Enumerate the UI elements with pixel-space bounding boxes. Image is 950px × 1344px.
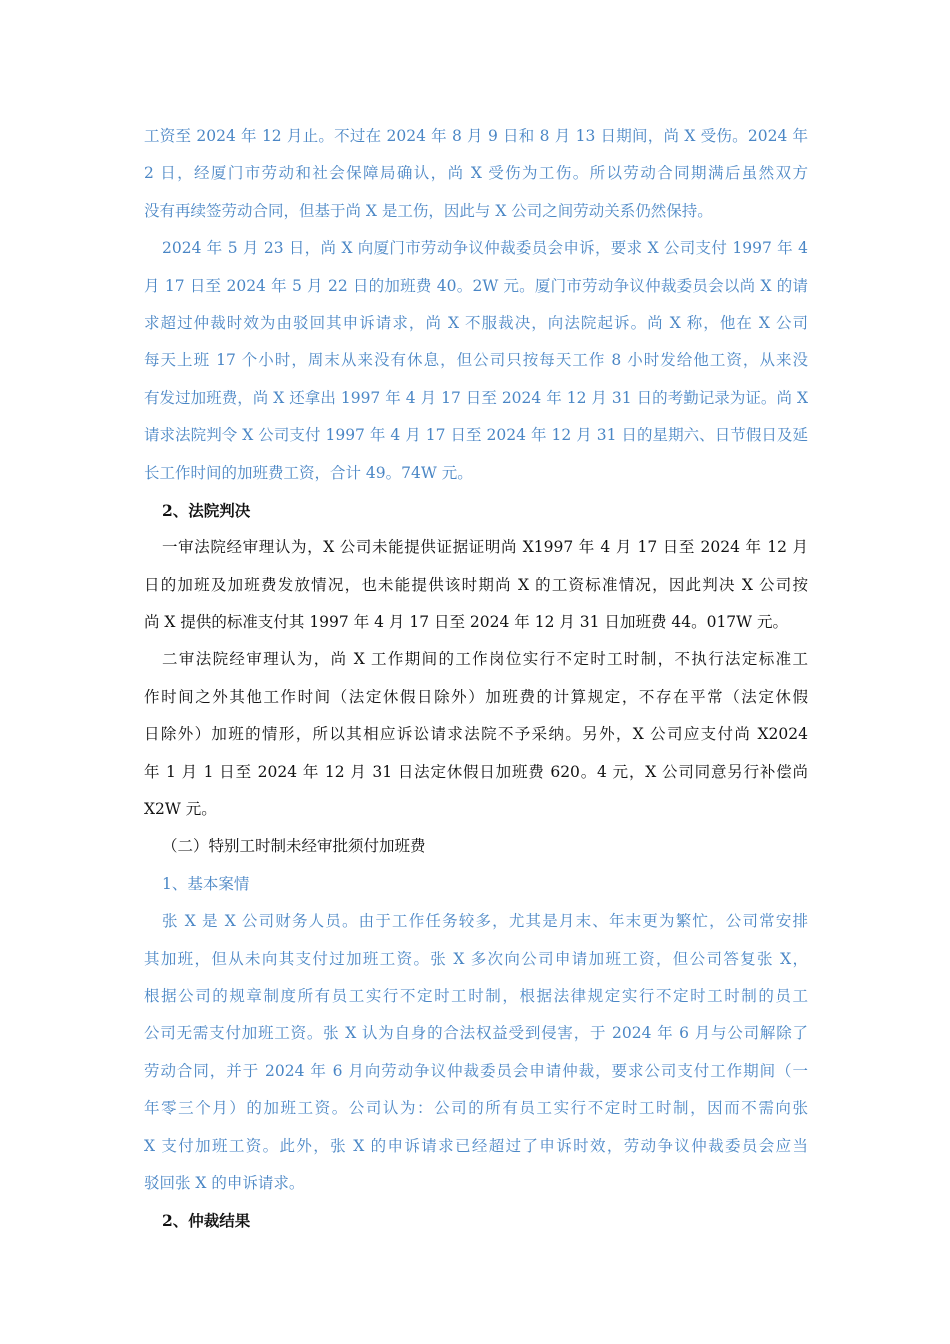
text-line: X2W 元。	[144, 800, 217, 819]
section-heading: 2、法院判决	[162, 500, 251, 520]
text-line: 请求法院判令 X 公司支付 1997 年 4 月 17 日至 2024 年 12 月 31 日的星期六、日节假日及延	[144, 426, 808, 445]
text-line: 年零三个月）的加班工资。公司认为：公司的所有员工实行不定时工时制，因而不需向张	[144, 1099, 808, 1118]
text-line: 有发过加班费，尚 X 还拿出 1997 年 4 月 17 日至 2024 年 12 月 31 日的考勤记录为证。尚 X	[144, 388, 808, 407]
text-line: 2 日，经厦门市劳动和社会保障局确认，尚 X 受伤为工伤。所以劳动合同期满后虽然双方	[144, 164, 808, 183]
text-line: 驳回张 X 的申诉请求。	[144, 1173, 305, 1192]
text-line: 一审法院经审理认为，X 公司未能提供证据证明尚 X1997 年 4 月 17 日至 2024 年 12 月	[162, 538, 808, 557]
text-line: 工资至 2024 年 12 月止。不过在 2024 年 8 月 9 日和 8 月 13 日期间，尚 X 受伤。2024 年	[144, 127, 808, 145]
document-page	[144, 118, 808, 1240]
text-line: 根据公司的规章制度所有员工实行不定时工时制，根据法律规定实行不定时工时制的员工	[144, 986, 808, 1005]
text-line: 公司无需支付加班工资。张 X 认为自身的合法权益受到侵害，于 2024 年 6 月与公司解除了	[144, 1024, 808, 1043]
text-line: 长工作时间的加班费工资，合计 49。74W 元。	[144, 463, 473, 482]
text-line: 月 17 日至 2024 年 5 月 22 日的加班费 40。2W 元。厦门市劳动争议仲裁委员会以尚 X 的请	[144, 276, 808, 295]
text-line: 每天上班 17 个小时，周末从来没有休息，但公司只按每天工作 8 小时发给他工资，从来没	[144, 351, 808, 370]
text-line: 张 X 是 X 公司财务人员。由于工作任务较多，尤其是月末、年末更为繁忙，公司常安排	[162, 912, 808, 931]
text-line: 日除外）加班的情形，所以其相应诉讼请求法院不予采纳。另外，X 公司应支付尚 X2024	[144, 725, 808, 744]
text-line: 尚 X 提供的标准支付其 1997 年 4 月 17 日至 2024 年 12 月 31 日加班费 44。017W 元。	[144, 613, 789, 632]
text-line: 劳动合同，并于 2024 年 6 月向劳动争议仲裁委员会申请仲裁，要求公司支付工作期间（一	[144, 1061, 808, 1080]
text-line: 求超过仲裁时效为由驳回其申诉请求，尚 X 不服裁决，向法院起诉。尚 X 称，他在 X 公司	[144, 313, 808, 332]
document-body	[144, 118, 808, 1240]
text-line: 年 1 月 1 日至 2024 年 12 月 31 日法定休假日加班费 620。4 元，X 公司同意另行补偿尚	[144, 762, 808, 781]
text-line: 日的加班及加班费发放情况，也未能提供该时期尚 X 的工资标准情况，因此判决 X 公司按	[144, 575, 808, 594]
section-heading: 2、仲裁结果	[162, 1211, 251, 1231]
text-line: （二）特别工时制未经审批须付加班费	[162, 837, 426, 856]
text-line: 没有再续签劳动合同，但基于尚 X 是工伤，因此与 X 公司之间劳动关系仍然保持。	[144, 201, 713, 220]
text-line: 2024 年 5 月 23 日，尚 X 向厦门市劳动争议仲裁委员会申诉，要求 X 公司支付 1997 年 4	[162, 239, 808, 258]
text-line: X 支付加班工资。此外，张 X 的申诉请求已经超过了申诉时效，劳动争议仲裁委员会应当	[144, 1136, 808, 1155]
text-line: 其加班，但从未向其支付过加班工资。张 X 多次向公司申请加班工资，但公司答复张 X，	[144, 949, 808, 968]
text-line: 二审法院经审理认为，尚 X 工作期间的工作岗位实行不定时工时制，不执行法定标准工	[162, 650, 808, 669]
text-line: 作时间之外其他工作时间（法定休假日除外）加班费的计算规定，不存在平常（法定休假	[144, 687, 808, 706]
text-line: 1、基本案情	[162, 874, 250, 893]
